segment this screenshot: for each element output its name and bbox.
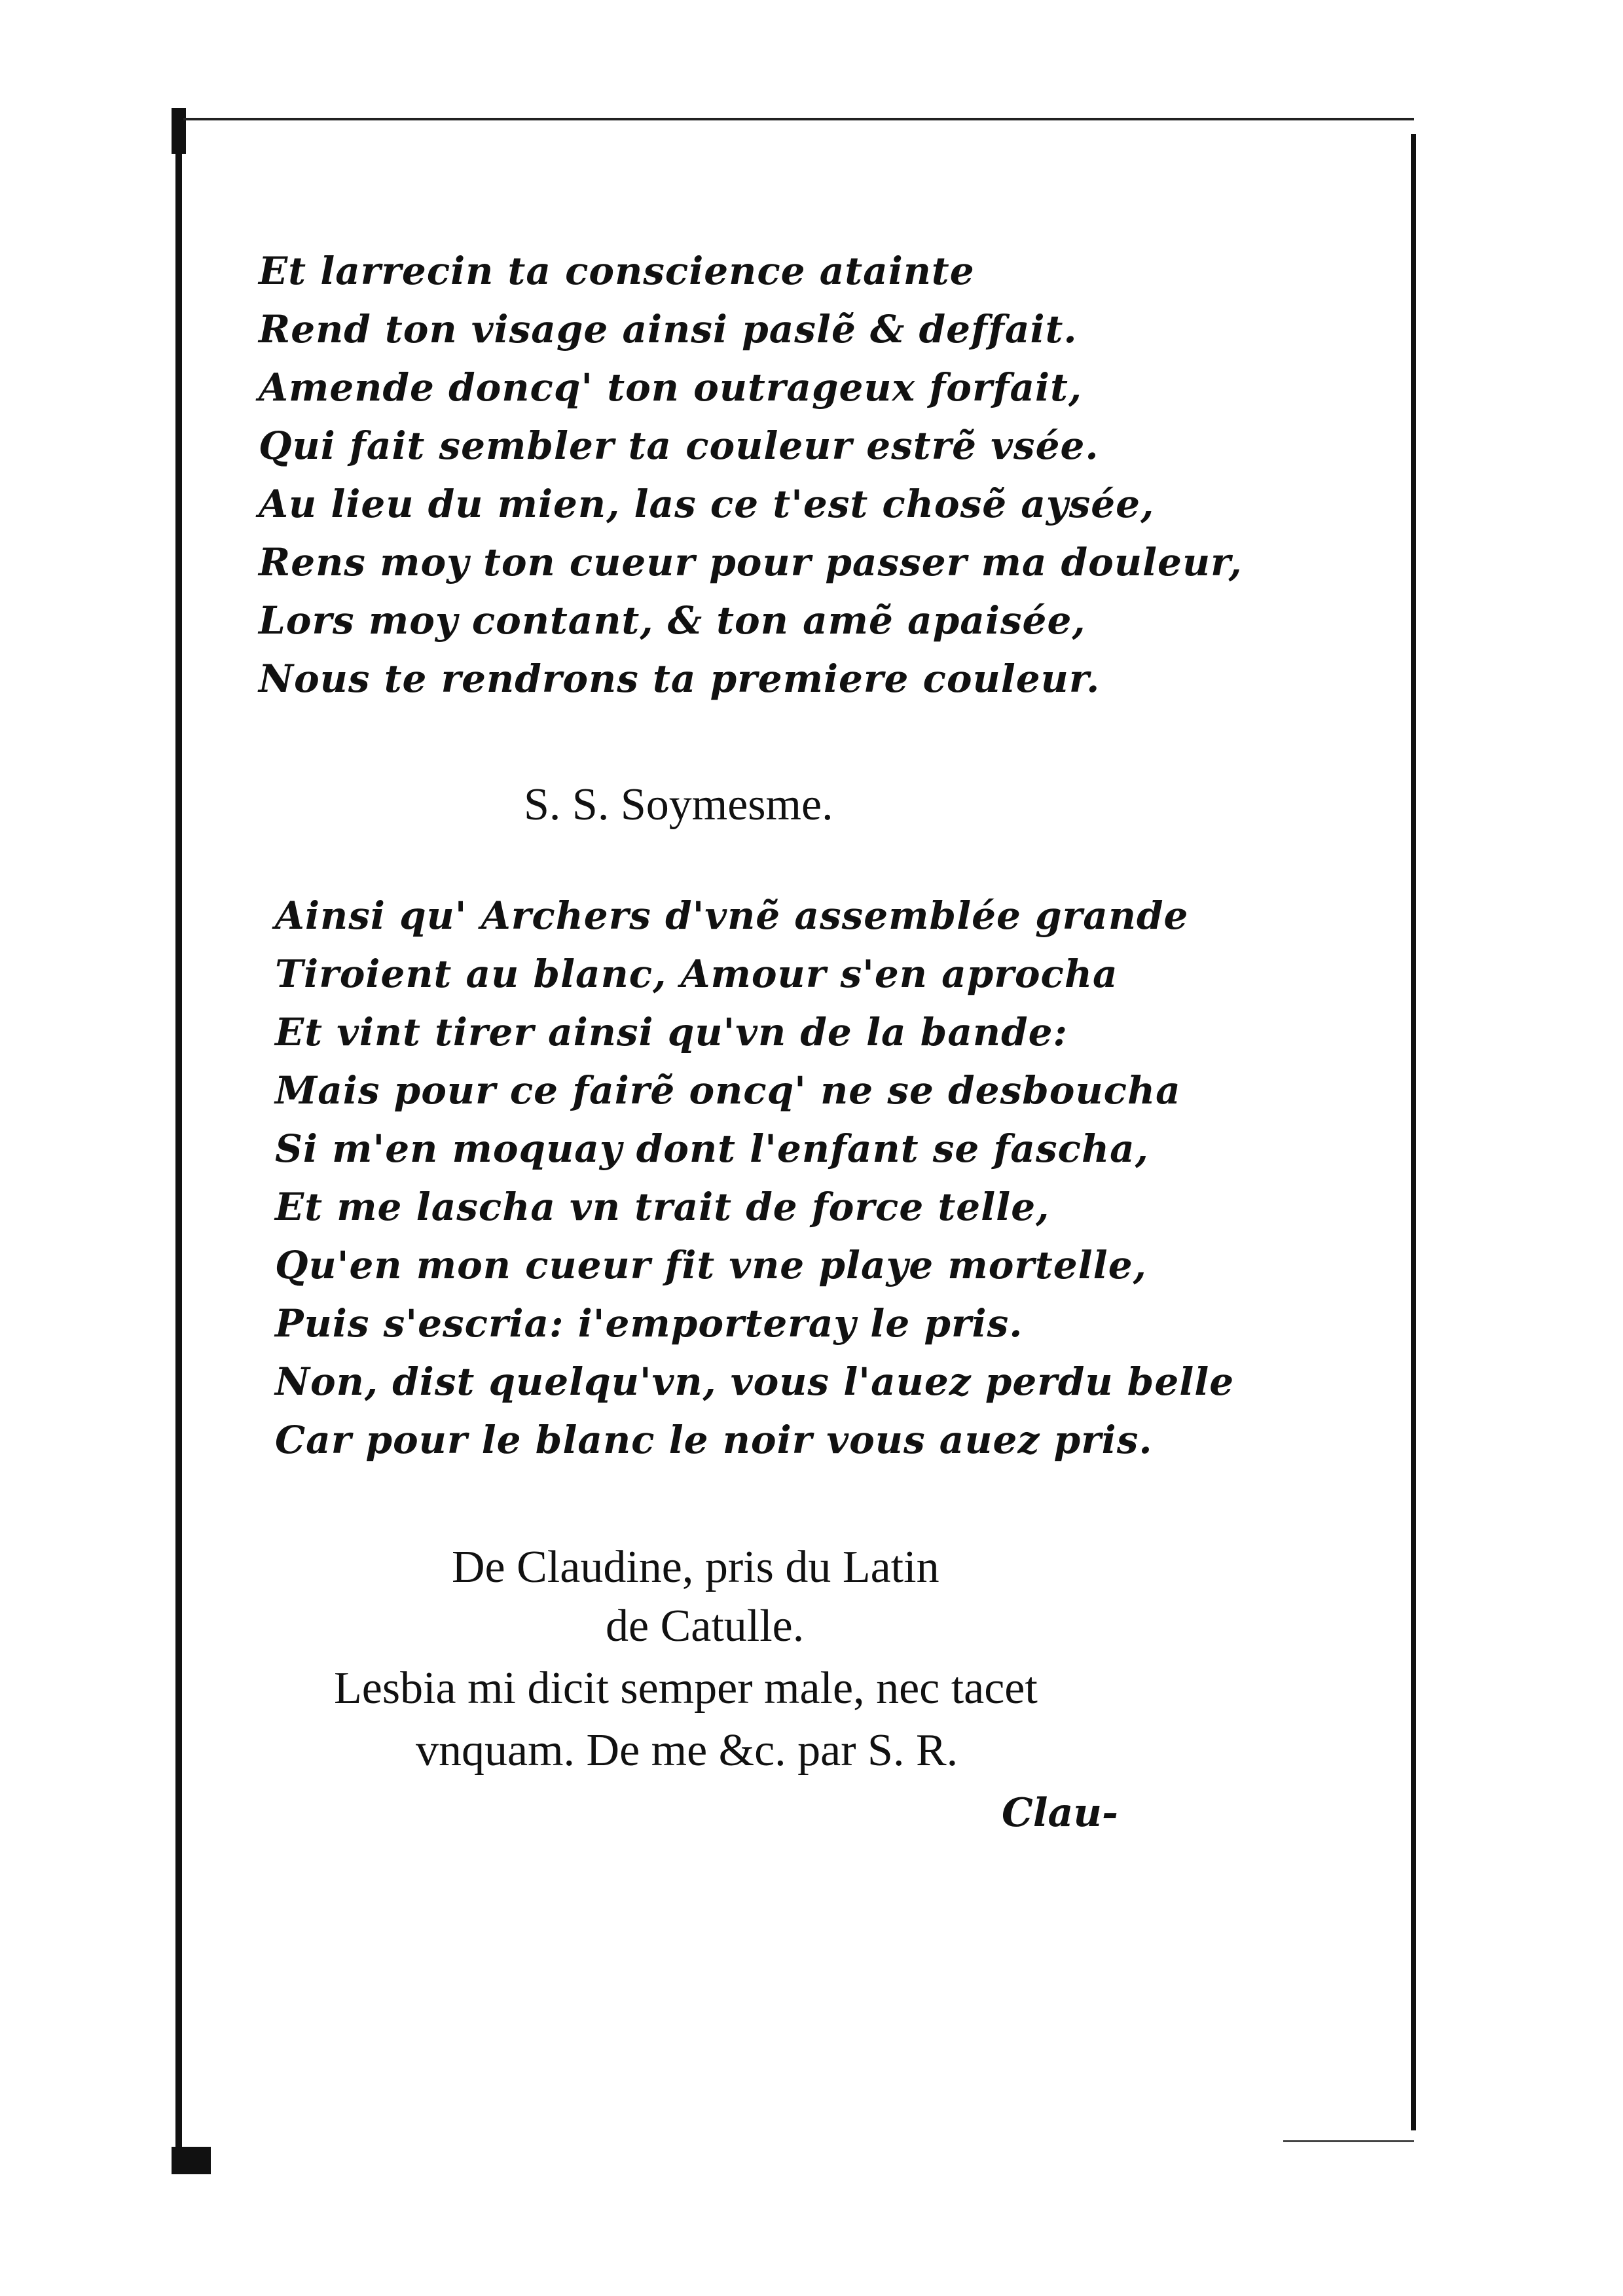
verse-line: Au lieu du mien, las ce t'est chosẽ aysée,	[259, 482, 1155, 526]
verse-line: Et me lascha vn trait de force telle,	[275, 1185, 1050, 1229]
page-border-top	[183, 118, 1414, 120]
verse-line: Lors moy contant, & ton amẽ apaisée,	[259, 598, 1086, 643]
section-heading-soymesme: S. S. Soymesme.	[524, 780, 833, 830]
verse-line: Non, dist quelqu'vn, vous l'auez perdu belle	[275, 1359, 1235, 1404]
verse-line: Tiroient au blanc, Amour s'en aprocha	[275, 952, 1118, 996]
verse-line: Mais pour ce fairẽ oncq' ne se desboucha	[275, 1068, 1181, 1113]
latin-incipit: Lesbia mi dicit semper male, nec tacet	[334, 1663, 1038, 1713]
verse-line: Qu'en mon cueur fit vne playe mortelle,	[275, 1243, 1147, 1287]
verse-line: Amende doncq' ton outrageux forfait,	[259, 365, 1083, 410]
stanza-one	[259, 242, 1243, 708]
verse-line: Rens moy ton cueur pour passer ma douleur,	[259, 540, 1243, 584]
verse-line: Si m'en moquay dont l'enfant se fascha,	[275, 1126, 1149, 1171]
page-border-bottom	[1283, 2140, 1414, 2142]
stanza-two	[275, 887, 1234, 1469]
verse-line: Qui fait sembler ta couleur estrẽ vsée.	[259, 423, 1099, 468]
verse-line: Et larrecin ta conscience atainte	[259, 249, 975, 293]
page-border-right	[1411, 134, 1416, 2130]
page-border-left-top	[172, 108, 186, 154]
verse-line: Puis s'escria: i'emporteray le pris.	[275, 1301, 1023, 1346]
verse-line: Car pour le blanc le noir vous auez pris.	[275, 1418, 1153, 1462]
verse-line: Et vint tirer ainsi qu'vn de la bande:	[275, 1010, 1068, 1054]
verse-line: Rend ton visage ainsi paslẽ & deffait.	[259, 307, 1078, 351]
page-border-left-bottom	[172, 2147, 211, 2174]
catchword: Clau-	[1002, 1790, 1118, 1836]
latin-incipit-continued: vnquam. De me &c. par S. R.	[416, 1725, 958, 1776]
verse-line: Nous te rendrons ta premiere couleur.	[259, 656, 1101, 701]
section-heading-claudine: De Claudine, pris du Latin	[452, 1542, 939, 1592]
section-heading-catulle: de Catulle.	[606, 1601, 805, 1651]
page-border-left	[175, 111, 182, 2173]
verse-line: Ainsi qu' Archers d'vnẽ assemblée grande	[275, 893, 1189, 938]
